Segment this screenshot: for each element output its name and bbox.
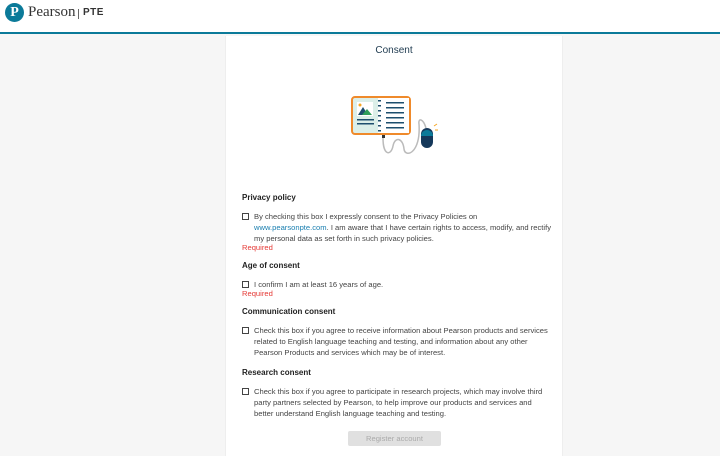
- register-account-button[interactable]: Register account: [348, 431, 441, 446]
- research-consent-checkbox[interactable]: [242, 388, 249, 395]
- section-heading: Communication consent: [242, 307, 336, 316]
- pearson-logo[interactable]: P: [5, 3, 24, 22]
- divider: [78, 9, 79, 19]
- required-error: Required: [242, 243, 273, 252]
- age-consent-checkbox[interactable]: [242, 281, 249, 288]
- section-heading: Research consent: [242, 368, 311, 377]
- product-name: PTE: [83, 7, 104, 18]
- communication-consent-checkbox[interactable]: [242, 327, 249, 334]
- header: [0, 0, 720, 34]
- section-heading: Age of consent: [242, 261, 300, 270]
- privacy-policy-checkbox[interactable]: [242, 213, 249, 220]
- consent-illustration-icon: [351, 94, 441, 159]
- required-error: Required: [242, 289, 273, 298]
- communication-consent-section: Communication consent Check this box if you agree to receive information about Pearson products and services related to English language teaching and testing, and information about any other Pearson Products and services which may be of interest.: [242, 306, 552, 358]
- pearsonpte-link[interactable]: www.pearsonpte.com: [254, 223, 327, 232]
- research-consent-section: Research consent Check this box if you agree to participate in research projects, which may involve third party partners selected by Pearson, to help improve our products and services and better understand English language teaching and testing.: [242, 367, 552, 419]
- section-heading: Privacy policy: [242, 193, 296, 202]
- privacy-policy-section: Privacy policy By checking this box I expressly consent to the Privacy Policies on www.pearsonpte.com. I am aware that I have certain rights to access, modify, and rectify my personal data as set forth in such privacy policies. Required: [242, 193, 552, 252]
- brand-name: Pearson: [28, 4, 76, 20]
- consent-card: [225, 36, 563, 456]
- age-of-consent-section: Age of consent I confirm I am at least 16 years of age. Required: [242, 260, 552, 298]
- page-title: Consent: [375, 45, 413, 56]
